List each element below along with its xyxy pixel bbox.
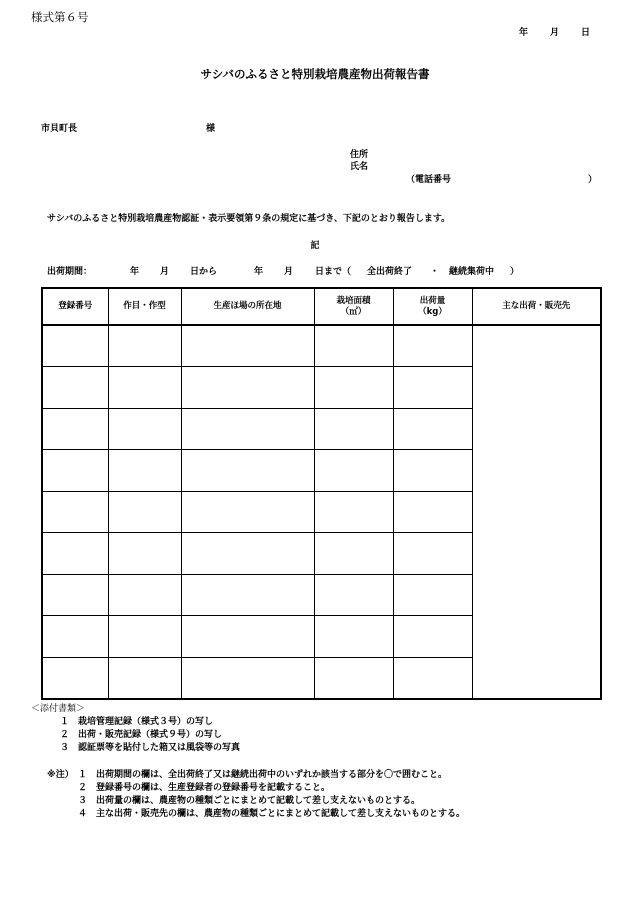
page-title: サシバのふるさと特別栽培農産物出荷報告書	[200, 67, 430, 81]
crop-type-cell[interactable]	[108, 533, 181, 575]
header-main-buyers: 主な出荷・販売先	[472, 288, 601, 325]
header-registration-number: 登録番号	[42, 288, 108, 325]
name-label: 氏名	[350, 162, 369, 172]
from-year: 年	[130, 267, 140, 277]
field-location-cell[interactable]	[181, 616, 314, 658]
to-day: 日まで（	[315, 267, 352, 277]
registration-number-cell[interactable]	[42, 574, 108, 616]
registration-number-cell[interactable]	[42, 450, 108, 492]
shipment-volume-cell[interactable]	[393, 367, 472, 409]
ki-heading: 記	[310, 241, 320, 251]
registration-number-cell[interactable]	[42, 408, 108, 450]
note-text: 出荷量の欄は、農産物の種類ごとにまとめて記載して差し支えないものとする。	[96, 796, 421, 806]
from-month: 月	[160, 267, 170, 277]
crop-type-cell[interactable]	[108, 616, 181, 658]
shipment-table	[41, 287, 602, 700]
crop-type-cell[interactable]	[108, 450, 181, 492]
field-location-cell[interactable]	[181, 533, 314, 575]
shipment-volume-cell[interactable]	[393, 450, 472, 492]
phone-label: （電話番号	[406, 175, 452, 185]
date-month: 月	[550, 28, 560, 38]
note-item	[78, 780, 330, 793]
note-text: 主な出荷・販売先の欄は、農産物の種類ごとにまとめて記載して差し支えないものとする。	[96, 809, 466, 819]
field-location-cell[interactable]	[181, 574, 314, 616]
honorific: 様	[206, 124, 216, 134]
option-ongoing: 継続集荷中	[449, 267, 495, 277]
to-year: 年	[254, 267, 264, 277]
note-item	[78, 767, 447, 780]
cultivation-area-cell[interactable]	[314, 450, 393, 492]
form-number: 様式第６号	[31, 10, 89, 24]
crop-type-cell[interactable]	[108, 325, 181, 367]
cultivation-area-cell[interactable]	[314, 491, 393, 533]
attachment-number: ３	[60, 743, 70, 753]
attachment-item	[60, 727, 222, 740]
field-location-cell[interactable]	[181, 325, 314, 367]
header-crop-type: 作目・作型	[108, 288, 181, 325]
attachment-item	[60, 714, 213, 727]
header-volume-label: 出荷量	[419, 295, 446, 306]
shipping-period-label: 出荷期間：	[47, 267, 93, 277]
crop-type-cell[interactable]	[108, 574, 181, 616]
header-field-location: 生産ほ場の所在地	[181, 288, 314, 325]
registration-number-cell[interactable]	[42, 325, 108, 367]
crop-type-cell[interactable]	[108, 491, 181, 533]
shipment-volume-cell[interactable]	[393, 574, 472, 616]
note-number: ３	[78, 796, 88, 806]
cultivation-area-cell[interactable]	[314, 574, 393, 616]
note-text: 出荷期間の欄は、全出荷終了又は継続出荷中のいずれか該当する部分を〇で囲むこと。	[96, 770, 448, 780]
option-complete: 全出荷終了	[367, 267, 413, 277]
note-text: 登録番号の欄は、生産登録者の登録番号を記載すること。	[96, 783, 331, 793]
address-label: 住所	[350, 150, 369, 160]
registration-number-cell[interactable]	[42, 367, 108, 409]
addressee: 市貝町長	[41, 124, 78, 134]
note-item	[78, 793, 420, 806]
header-shipment-volume	[393, 288, 472, 325]
note-number: ４	[78, 809, 88, 819]
phone-close: ）	[588, 175, 598, 185]
attachment-number: ２	[60, 730, 70, 740]
registration-number-cell[interactable]	[42, 657, 108, 699]
cultivation-area-cell[interactable]	[314, 616, 393, 658]
date-year: 年	[519, 28, 529, 38]
note-number: ２	[78, 783, 88, 793]
shipment-volume-cell[interactable]	[393, 408, 472, 450]
table-header-row	[42, 288, 601, 325]
notes-lead: ※注）	[47, 770, 74, 780]
cultivation-area-cell[interactable]	[314, 408, 393, 450]
crop-type-cell[interactable]	[108, 657, 181, 699]
registration-number-cell[interactable]	[42, 533, 108, 575]
cultivation-area-cell[interactable]	[314, 325, 393, 367]
attachment-number: １	[60, 717, 70, 727]
cultivation-area-cell[interactable]	[314, 367, 393, 409]
attachment-item	[60, 740, 240, 753]
header-area-label: 栽培面積	[336, 295, 371, 306]
table-row	[42, 325, 601, 367]
option-close: ）	[510, 267, 520, 277]
shipment-volume-cell[interactable]	[393, 491, 472, 533]
main-buyers-cell[interactable]	[472, 325, 601, 699]
registration-number-cell[interactable]	[42, 616, 108, 658]
field-location-cell[interactable]	[181, 491, 314, 533]
cultivation-area-cell[interactable]	[314, 657, 393, 699]
attachment-text: 出荷・販売記録（様式９号）の写し	[78, 730, 223, 740]
body-text: サシバのふるさと特別栽培農産物認証・表示要領第９条の規定に基づき、下記のとおり報告します。	[47, 214, 451, 224]
attachments-heading: ＜添付書類＞	[31, 704, 86, 714]
shipment-volume-cell[interactable]	[393, 533, 472, 575]
from-day: 日から	[190, 267, 218, 277]
cultivation-area-cell[interactable]	[314, 533, 393, 575]
report-date	[519, 25, 590, 38]
field-location-cell[interactable]	[181, 408, 314, 450]
registration-number-cell[interactable]	[42, 491, 108, 533]
shipment-volume-cell[interactable]	[393, 657, 472, 699]
shipping-period	[47, 264, 607, 276]
date-day: 日	[581, 28, 591, 38]
crop-type-cell[interactable]	[108, 408, 181, 450]
field-location-cell[interactable]	[181, 367, 314, 409]
note-number: １	[78, 770, 88, 780]
note-item	[78, 806, 465, 819]
header-volume-unit: （kg）	[418, 306, 447, 317]
header-cultivation-area	[314, 288, 393, 325]
attachment-text: 栽培管理記録（様式３号）の写し	[78, 717, 214, 727]
field-location-cell[interactable]	[181, 450, 314, 492]
attachment-text: 認証票等を貼付した箱又は風袋等の写真	[78, 743, 241, 753]
to-month: 月	[284, 267, 294, 277]
option-separator: ・	[430, 267, 440, 277]
crop-type-cell[interactable]	[108, 367, 181, 409]
shipment-volume-cell[interactable]	[393, 616, 472, 658]
shipment-volume-cell[interactable]	[393, 325, 472, 367]
header-area-unit: （㎡）	[340, 306, 367, 317]
field-location-cell[interactable]	[181, 657, 314, 699]
